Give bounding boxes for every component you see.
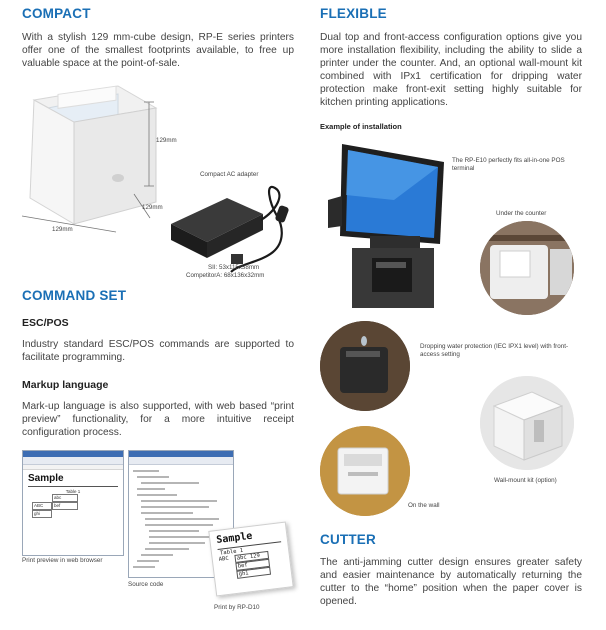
preview-cell: bef — [52, 502, 78, 510]
caption-pos-terminal: The RP-E10 perfectly fits all-in-one POS terminal — [452, 157, 565, 172]
under-counter-photo — [480, 221, 574, 315]
receipt-cell: ghi — [236, 567, 271, 579]
dimension-depth: 129mm — [142, 204, 163, 211]
adapter-spec-sii: SII: 53x115x38mm — [208, 264, 260, 271]
dimension-height: 129mm — [156, 137, 177, 144]
caption-print-rpd10: Print by RP-D10 — [214, 604, 260, 611]
cutter-heading: CUTTER — [320, 532, 376, 547]
caption-source-code: Source code — [128, 581, 164, 588]
cutter-description: The anti-jamming cutter design ensures greater safety and easier maintenance by automatically returning the cutter to the “home” position when the paper cover is opened. — [320, 557, 582, 607]
adapter-label: Compact AC adapter — [200, 171, 259, 178]
compact-description: With a stylish 129 mm-cube design, RP-E series printers offer one of the smallest footprints available, to free up valuable space at the point-of-sale. — [22, 32, 294, 69]
pos-terminal-image — [324, 140, 454, 312]
compact-heading: COMPACT — [22, 6, 91, 21]
caption-under-counter: Under the counter — [496, 210, 547, 217]
preview-cell: abc — [52, 494, 78, 502]
markup-heading: Markup language — [22, 379, 109, 391]
command-set-heading: COMMAND SET — [22, 288, 127, 303]
adapter-spec-competitor: CompetitorA: 68x136x32mm — [186, 272, 265, 279]
escpos-heading: ESC/POS — [22, 317, 69, 329]
receipt-cell: bef — [235, 559, 270, 571]
receipt-cell: abc 129 — [234, 551, 269, 563]
under-counter-printer — [480, 221, 574, 315]
caption-print-preview: Print preview in web browser — [22, 557, 103, 564]
markup-description: Mark-up language is also supported, with web based “print preview” functionality, for a more intuitive receipt configuration process. — [22, 401, 294, 438]
printed-receipt — [208, 521, 293, 596]
editor-toolbar — [129, 457, 233, 465]
preview-rule — [28, 486, 118, 487]
preview-cell: ABC — [32, 502, 52, 510]
browser-preview-window — [22, 450, 124, 556]
caption-wall-mount-kit: Wall-mount kit (option) — [494, 477, 557, 484]
preview-sample-title: Sample — [28, 473, 64, 484]
flexible-heading: FLEXIBLE — [320, 6, 387, 21]
preview-table — [32, 494, 118, 518]
flexible-description: Dual top and front-access configuration options give you more installation flexibility, including the ability to slide a printer under the counter. And, an optional wall-mount kit combined with IPx1 certification for dripping water protection make front-exit setting highly suitable for kitchen printing applications. — [320, 32, 582, 108]
caption-dripping-water: Dropping water protection (IEC IPX1 level) with front-access setting — [420, 343, 569, 358]
on-the-wall-printer — [320, 426, 410, 516]
caption-on-the-wall: On the wall — [408, 502, 440, 509]
browser-toolbar — [23, 457, 123, 465]
preview-cell: ghi — [32, 510, 52, 518]
escpos-description: Industry standard ESC/POS commands are supported to facilitate programming. — [22, 339, 294, 363]
on-the-wall-photo — [320, 426, 410, 516]
dripping-water-photo — [320, 321, 410, 411]
wall-mount-kit-photo — [480, 376, 574, 470]
dripping-printer — [320, 321, 410, 411]
receipt-table-caption: Table 1 — [219, 547, 244, 557]
receipt-cell: ABC — [218, 555, 230, 563]
preview-table-caption: Table 1 — [65, 489, 81, 494]
example-heading: Example of installation — [320, 122, 402, 131]
dimension-width: 129mm — [52, 226, 73, 233]
receipt-sample-title: Sample — [215, 530, 254, 547]
wall-mount-kit-printer — [480, 376, 574, 470]
